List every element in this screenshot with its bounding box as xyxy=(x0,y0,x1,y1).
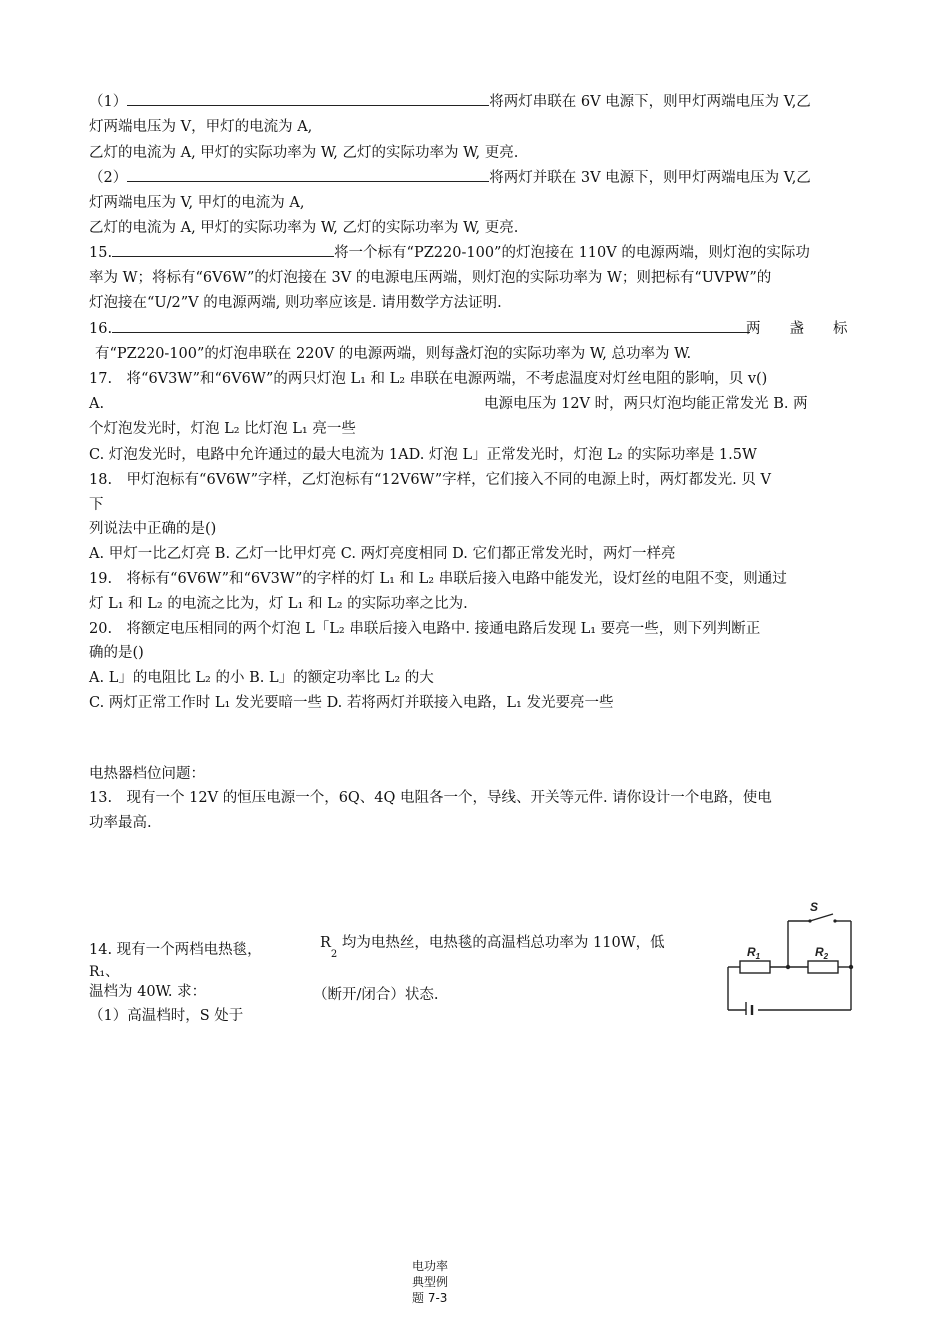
q17-option-a-text: 电源电压为 12V 时，两只灯泡均能正常发光 B. 两 xyxy=(484,396,808,412)
q18-line4: A. 甲灯一比乙灯亮 B. 乙灯一比甲灯亮 C. 两灯亮度相同 D. 它们都正常发光时，两灯一样亮 xyxy=(89,546,676,562)
footer-line2: 典型例 xyxy=(412,1275,449,1289)
q14-parallel-line3: 乙灯的电流为 A, 甲灯的实际功率为 W, 乙灯的实际功率为 W, 更亮. xyxy=(89,220,519,236)
q14b-right1: $R_2$ 均为电热丝，电热毯的高温档总功率为 110W，低 xyxy=(320,935,665,960)
q14-series-line3: 乙灯的电流为 A, 甲灯的实际功率为 W, 乙灯的实际功率为 W, 更亮. xyxy=(89,145,519,161)
circuit-diagram xyxy=(720,895,862,1015)
section-title: 电热器档位问题： xyxy=(89,766,205,782)
answer-blank[interactable] xyxy=(127,167,489,182)
q17-option-a-label: A. xyxy=(89,396,105,412)
resistor-r1 xyxy=(740,961,770,973)
switch-label: S xyxy=(810,900,819,914)
q15-line3: 灯泡接在“U/2”V 的电源两端, 则功率应该是. 请用数学方法证明. xyxy=(89,295,502,311)
q15-line2: 率为 W；将标有“6V6W”的灯泡接在 3V 的电源电压两端，则灯泡的实际功率为 W；则把标有“UVPW”的 xyxy=(89,270,772,286)
q20-line3: A. L」的电阻比 L₂ 的小 B. L」的额定功率比 L₂ 的大 xyxy=(89,670,434,686)
q14b-left1: 14. 现有一个两档电热毯， xyxy=(89,942,262,958)
r2-label: $R_2$ xyxy=(815,945,829,961)
q13-line2: 功率最高. xyxy=(89,815,152,831)
footer-line1: 电功率 xyxy=(412,1259,449,1273)
q16-tail: 两 盏 标 xyxy=(746,321,848,337)
r1-label: $R_1$ xyxy=(747,945,761,961)
q14b-left4: （1）高温档时，S 处于 xyxy=(89,1008,244,1024)
q19-line2: 灯 L₁ 和 L₂ 的电流之比为，灯 L₁ 和 L₂ 的实际功率之比为. xyxy=(89,596,468,612)
resistor-r2 xyxy=(808,961,838,973)
q17-line4: C. 灯泡发光时，电路中允许通过的最大电流为 1AD. 灯泡 L」正常发光时，灯泡 L₂ 的实际功率是 1.5W xyxy=(89,447,757,463)
q18-line3: 列说法中正确的是() xyxy=(89,521,217,537)
answer-blank[interactable] xyxy=(127,91,489,106)
answer-blank[interactable] xyxy=(112,242,334,257)
q14-parallel-line1: （2） 将两灯并联在 3V 电源下，则甲灯两端电压为 V,乙 xyxy=(89,166,811,190)
q20-line1: 20. 将额定电压相同的两个灯泡 L「L₂ 串联后接入电路中. 接通电路后发现 L₁ 要亮一些，则下列判断正 xyxy=(89,621,761,637)
q14b-left3: 温档为 40W. 求： xyxy=(89,984,207,1000)
answer-blank[interactable] xyxy=(112,318,750,333)
q17-line3: 个灯泡发光时，灯泡 L₂ 比灯泡 L₁ 亮一些 xyxy=(89,421,356,437)
q20-line2: 确的是() xyxy=(89,645,144,661)
q14-series-line1: （1） 将两灯串联在 6V 电源下，则甲灯两端电压为 V,乙 xyxy=(89,90,811,114)
q14-parallel-line2: 灯两端电压为 V, 甲灯的电流为 A, xyxy=(89,195,305,211)
q14-series-line2: 灯两端电压为 V，甲灯的电流为 A, xyxy=(89,119,313,135)
q18-line2: 下 xyxy=(89,497,104,513)
q14b-right2: （断开/闭合）状态. xyxy=(313,987,439,1003)
footer-line3: 题 7-3 xyxy=(412,1291,448,1305)
q16-line1: 16. xyxy=(89,317,750,341)
switch-blade xyxy=(810,914,833,921)
q13-line1: 13. 现有一个 12V 的恒压电源一个，6Q、4Q 电阻各一个，导线、开关等元件. 请你设计一个电路，使电 xyxy=(89,790,772,806)
q17-line1: 17. 将“6V3W”和“6V6W”的两只灯泡 L₁ 和 L₂ 串联在电源两端，不考虑温度对灯丝电阻的影响，贝 v() xyxy=(89,371,768,387)
q20-line4: C. 两灯正常工作时 L₁ 发光要暗一些 D. 若将两灯并联接入电路，L₁ 发光要亮一些 xyxy=(89,695,614,711)
q19-line1: 19. 将标有“6V6W”和“6V3W”的字样的灯 L₁ 和 L₂ 串联后接入电路中能发光，设灯丝的电阻不变，则通过 xyxy=(89,571,787,587)
q15-line1: 15. 将一个标有“PZ220-100”的灯泡接在 110V 的电源两端，则灯泡的实际功 xyxy=(89,241,810,265)
q14b-left2: R₁、 xyxy=(89,964,120,980)
page-footer xyxy=(412,1258,448,1306)
q16-line2: 有“PZ220-100”的灯泡串联在 220V 的电源两端，则每盏灯泡的实际功率为 W, 总功率为 W. xyxy=(95,346,692,362)
q18-line1: 18. 甲灯泡标有“6V6W”字样，乙灯泡标有“12V6W”字样，它们接入不同的电源上时，两灯都发光. 贝 V xyxy=(89,472,771,488)
